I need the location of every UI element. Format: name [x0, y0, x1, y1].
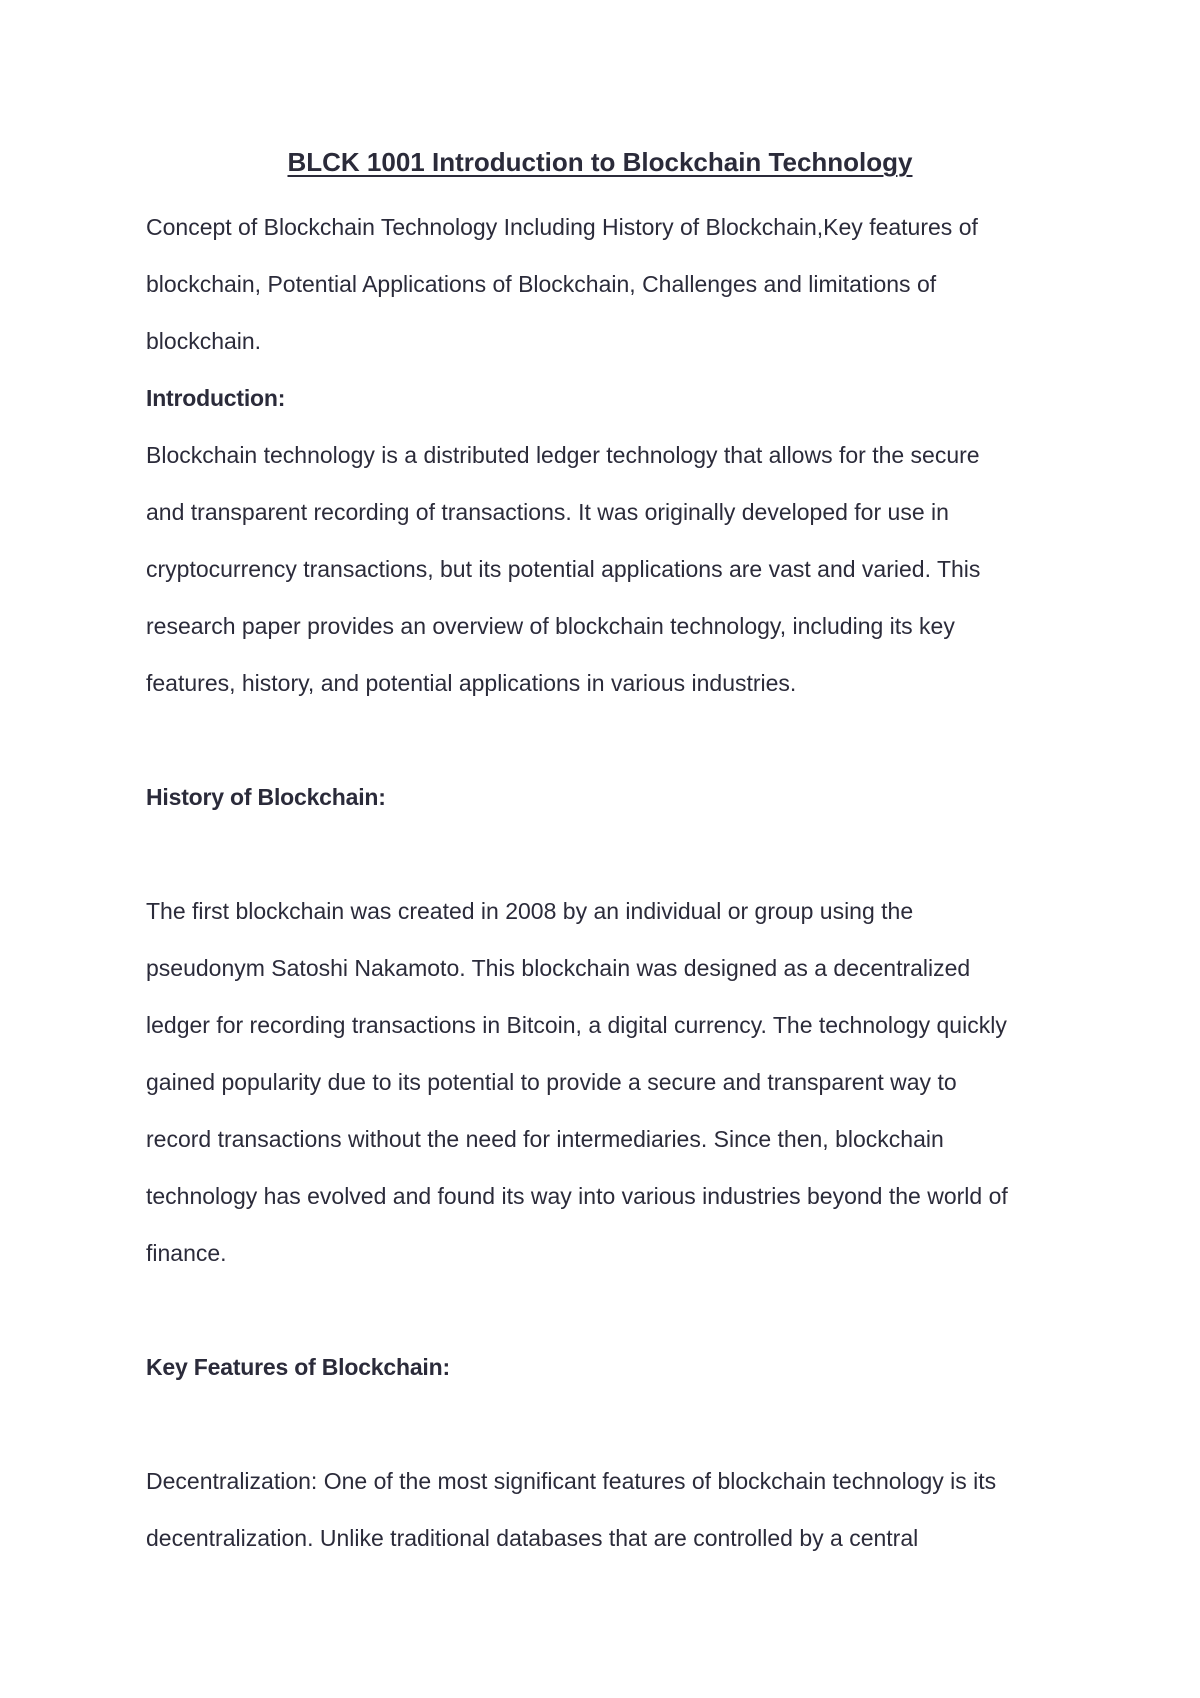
history-heading-block — [146, 769, 1076, 826]
paragraph-line: finance. — [146, 1240, 227, 1266]
introduction-heading: Introduction: — [146, 385, 286, 411]
paragraph-line: Blockchain technology is a distributed ledger technology that allows for the secure — [146, 442, 980, 468]
paragraph-line: pseudonym Satoshi Nakamoto. This blockchain was designed as a decentralized — [146, 955, 971, 981]
document-title: BLCK 1001 Introduction to Blockchain Technology — [287, 147, 913, 177]
subtitle-line: blockchain, Potential Applications of Blockchain, Challenges and limitations of — [146, 271, 937, 297]
subtitle-paragraph — [146, 199, 1076, 370]
key-features-paragraph — [146, 1453, 1076, 1567]
history-paragraph — [146, 883, 1076, 1282]
paragraph-line: The first blockchain was created in 2008 by an individual or group using the — [146, 898, 914, 924]
introduction-section — [146, 370, 1076, 712]
paragraph-line: gained popularity due to its potential to provide a secure and transparent way to — [146, 1069, 957, 1095]
paragraph-line: technology has evolved and found its way into various industries beyond the world of — [146, 1183, 1008, 1209]
paragraph-line: Decentralization: One of the most significant features of blockchain technology is its — [146, 1468, 997, 1494]
paragraph-line: record transactions without the need for intermediaries. Since then, blockchain — [146, 1126, 944, 1152]
paragraph-line: cryptocurrency transactions, but its potential applications are vast and varied. This — [146, 556, 981, 582]
paragraph-line: features, history, and potential applications in various industries. — [146, 670, 797, 696]
paragraph-line: decentralization. Unlike traditional databases that are controlled by a central — [146, 1525, 919, 1551]
key-features-heading-block — [146, 1339, 1076, 1396]
paragraph-line: ledger for recording transactions in Bitcoin, a digital currency. The technology quickly — [146, 1012, 1007, 1038]
key-features-heading: Key Features of Blockchain: — [146, 1354, 450, 1380]
paragraph-line: research paper provides an overview of blockchain technology, including its key — [146, 613, 955, 639]
paragraph-line: and transparent recording of transactions. It was originally developed for use in — [146, 499, 949, 525]
history-heading: History of Blockchain: — [146, 784, 386, 810]
subtitle-line: Concept of Blockchain Technology Including History of Blockchain,Key features of — [146, 214, 978, 240]
subtitle-line: blockchain. — [146, 328, 262, 354]
